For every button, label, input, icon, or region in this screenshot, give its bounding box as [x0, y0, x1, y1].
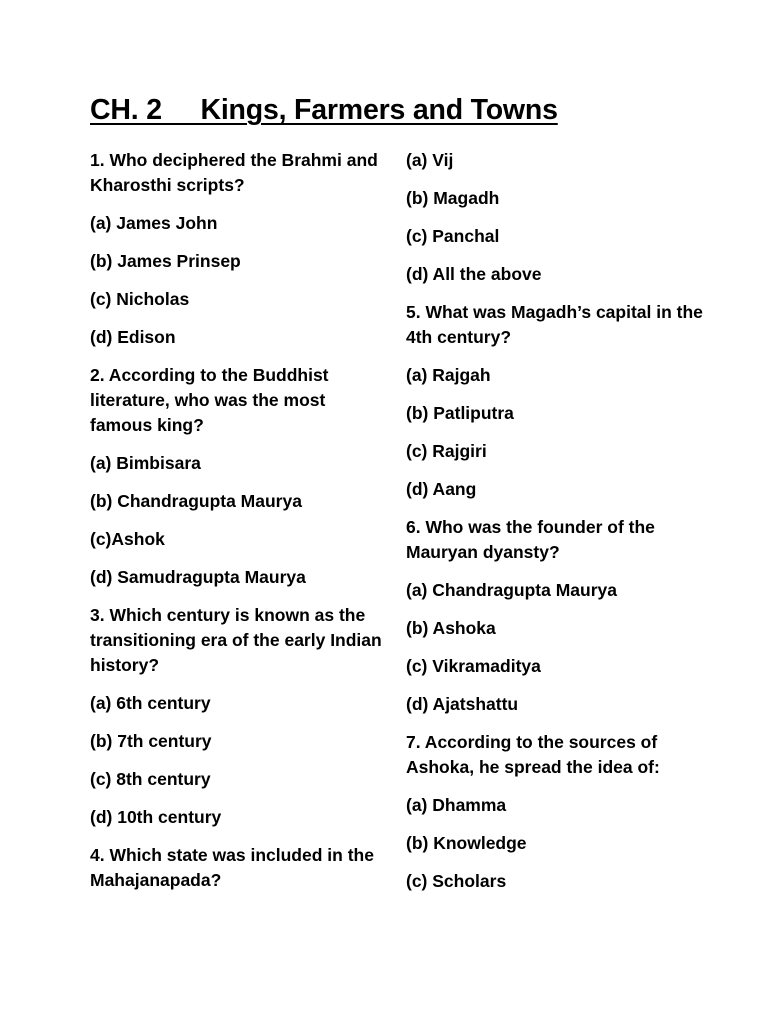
question-1: 1. Who deciphered the Brahmi and Kharosthi scripts? — [90, 150, 378, 195]
question-1-option-c: (c) Nicholas — [90, 289, 190, 309]
question-2-option-c: (c)Ashok — [90, 529, 165, 549]
question-3: 3. Which century is known as the transitioning era of the early Indian history? — [90, 605, 382, 675]
question-5-option-d: (d) Aang — [406, 479, 477, 499]
page-title: CH. 2 Kings, Farmers and Towns — [90, 94, 558, 126]
question-2-option-b: (b) Chandragupta Maurya — [90, 491, 302, 511]
question-3-option-a: (a) 6th century — [90, 693, 211, 713]
left-column — [90, 148, 390, 893]
question-4-option-c: (c) Panchal — [406, 226, 500, 246]
question-6-option-b: (b) Ashoka — [406, 618, 496, 638]
question-7-option-c: (c) Scholars — [406, 871, 507, 891]
question-6-option-c: (c) Vikramaditya — [406, 656, 541, 676]
question-7-option-b: (b) Knowledge — [406, 833, 527, 853]
question-2-option-a: (a) Bimbisara — [90, 453, 201, 473]
question-1-option-d: (d) Edison — [90, 327, 176, 347]
question-4-option-a: (a) Vij — [406, 150, 454, 170]
question-1-option-b: (b) James Prinsep — [90, 251, 241, 271]
question-4-option-d: (d) All the above — [406, 264, 542, 284]
question-7-option-a: (a) Dhamma — [406, 795, 507, 815]
question-6: 6. Who was the founder of the Mauryan dyansty? — [406, 517, 655, 562]
question-7: 7. According to the sources of Ashoka, he spread the idea of: — [406, 732, 660, 777]
question-6-option-a: (a) Chandragupta Maurya — [406, 580, 617, 600]
question-2-option-d: (d) Samudragupta Maurya — [90, 567, 306, 587]
right-column — [406, 148, 706, 894]
question-4: 4. Which state was included in the Mahajanapada? — [90, 845, 374, 890]
question-5-option-c: (c) Rajgiri — [406, 441, 487, 461]
question-3-option-c: (c) 8th century — [90, 769, 211, 789]
question-6-option-d: (d) Ajatshattu — [406, 694, 519, 714]
question-5: 5. What was Magadh’s capital in the 4th century? — [406, 302, 703, 347]
question-3-option-b: (b) 7th century — [90, 731, 212, 751]
question-4-option-b: (b) Magadh — [406, 188, 500, 208]
question-2: 2. According to the Buddhist literature, who was the most famous king? — [90, 365, 329, 435]
question-1-option-a: (a) James John — [90, 213, 218, 233]
question-5-option-b: (b) Patliputra — [406, 403, 514, 423]
question-5-option-a: (a) Rajgah — [406, 365, 491, 385]
question-3-option-d: (d) 10th century — [90, 807, 222, 827]
